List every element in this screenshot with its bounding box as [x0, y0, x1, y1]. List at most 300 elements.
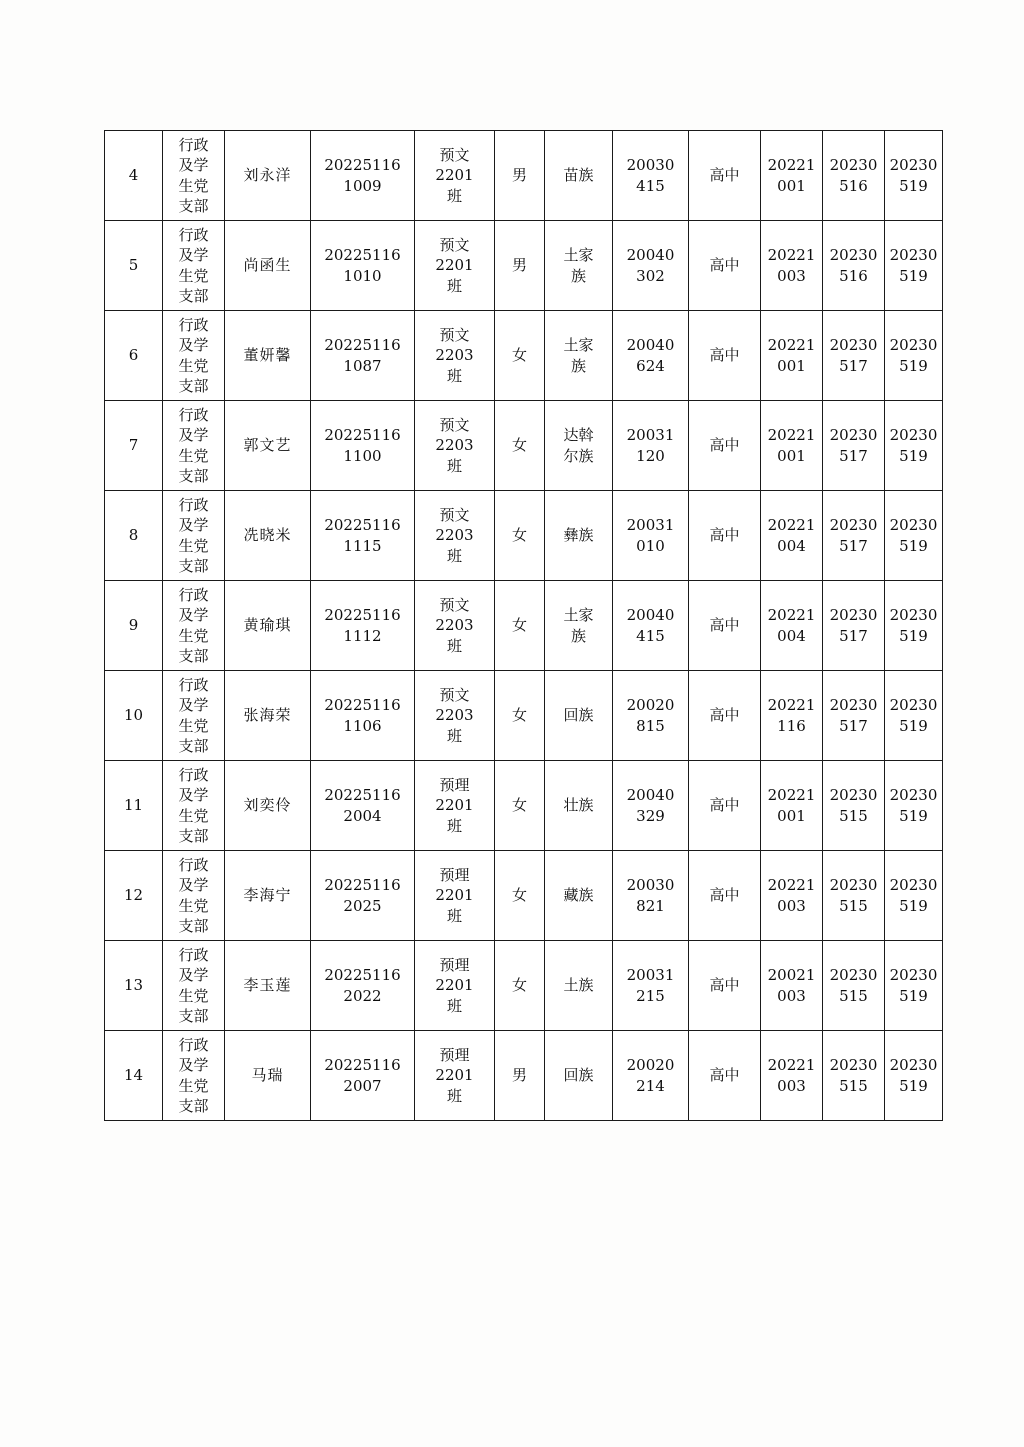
party-branch-cell	[163, 941, 225, 1031]
student-id-cell-line: 20225116	[324, 336, 401, 355]
date-two-cell	[823, 491, 885, 581]
row-index-cell: 11	[105, 761, 163, 851]
birth-date-cell-line: 20031	[626, 966, 675, 985]
class-cell-line: 班	[446, 726, 462, 745]
date-three-cell-line: 519	[899, 446, 928, 465]
party-branch-cell	[163, 221, 225, 311]
student-id-cell-line: 1009	[343, 176, 382, 195]
ethnicity-cell	[545, 941, 613, 1031]
student-id-cell	[311, 761, 415, 851]
date-three-cell	[885, 131, 943, 221]
student-id-cell-line: 1100	[343, 446, 382, 465]
ethnicity-cell-line: 土家	[563, 336, 594, 355]
date-three-cell-line: 20230	[889, 516, 938, 535]
party-branch-cell-line: 支部	[178, 1096, 209, 1115]
birth-date-cell	[613, 221, 689, 311]
student-id-cell-line: 20225116	[324, 516, 401, 535]
party-branch-cell	[163, 1031, 225, 1121]
class-cell-line: 班	[446, 366, 462, 385]
birth-date-cell-line: 815	[636, 716, 665, 735]
party-branch-cell	[163, 491, 225, 581]
ethnicity-cell-line: 尔族	[563, 446, 594, 465]
member-name-cell: 马瑞	[225, 1031, 311, 1121]
party-branch-cell-line: 及学	[178, 246, 209, 265]
date-three-cell-line: 519	[899, 716, 928, 735]
row-index-cell: 4	[105, 131, 163, 221]
education-cell: 高中	[689, 941, 761, 1031]
date-two-cell-line: 20230	[829, 606, 878, 625]
member-name-cell: 张海荣	[225, 671, 311, 761]
date-three-cell-line: 519	[899, 1076, 928, 1095]
party-branch-cell	[163, 761, 225, 851]
row-index-cell: 7	[105, 401, 163, 491]
party-branch-cell-line: 支部	[178, 376, 209, 395]
member-name-cell: 尚函生	[225, 221, 311, 311]
party-branch-cell-line: 支部	[178, 466, 209, 485]
class-cell-line: 班	[446, 906, 462, 925]
date-one-cell	[761, 311, 823, 401]
ethnicity-cell	[545, 401, 613, 491]
date-two-cell-line: 20230	[829, 156, 878, 175]
student-id-cell-line: 20225116	[324, 246, 401, 265]
birth-date-cell-line: 821	[636, 896, 665, 915]
student-id-cell-line: 1112	[343, 626, 382, 645]
class-cell	[415, 1031, 495, 1121]
ethnicity-cell-line: 壮族	[563, 796, 594, 815]
gender-cell: 女	[495, 671, 545, 761]
student-id-cell-line: 2004	[343, 806, 382, 825]
party-branch-cell-line: 支部	[178, 196, 209, 215]
date-two-cell	[823, 851, 885, 941]
student-id-cell-line: 20225116	[324, 696, 401, 715]
party-branch-cell-line: 支部	[178, 286, 209, 305]
birth-date-cell-line: 20030	[626, 156, 675, 175]
ethnicity-cell	[545, 671, 613, 761]
birth-date-cell-line: 20020	[626, 696, 675, 715]
date-two-cell-line: 20230	[829, 876, 878, 895]
date-three-cell-line: 519	[899, 806, 928, 825]
party-branch-cell-line: 及学	[178, 876, 209, 895]
ethnicity-cell	[545, 581, 613, 671]
class-cell	[415, 311, 495, 401]
date-three-cell-line: 20230	[889, 696, 938, 715]
party-branch-cell-line: 及学	[178, 1056, 209, 1075]
member-name-cell: 郭文艺	[225, 401, 311, 491]
birth-date-cell-line: 20040	[626, 786, 675, 805]
class-cell-line: 预理	[439, 866, 470, 885]
class-cell	[415, 581, 495, 671]
row-index-cell: 10	[105, 671, 163, 761]
party-branch-cell-line: 支部	[178, 1006, 209, 1025]
student-id-cell	[311, 851, 415, 941]
student-id-cell-line: 1087	[343, 356, 382, 375]
gender-cell: 女	[495, 311, 545, 401]
birth-date-cell	[613, 761, 689, 851]
row-index-cell: 13	[105, 941, 163, 1031]
date-one-cell-line: 20221	[767, 1056, 816, 1075]
birth-date-cell-line: 415	[636, 176, 665, 195]
birth-date-cell-line: 302	[636, 266, 665, 285]
student-id-cell	[311, 221, 415, 311]
date-two-cell-line: 20230	[829, 1056, 878, 1075]
education-cell: 高中	[689, 131, 761, 221]
date-three-cell-line: 20230	[889, 966, 938, 985]
gender-cell: 女	[495, 941, 545, 1031]
class-cell-line: 2201	[435, 886, 474, 905]
birth-date-cell-line: 329	[636, 806, 665, 825]
student-id-cell	[311, 1031, 415, 1121]
class-cell-line: 预文	[439, 236, 470, 255]
date-two-cell-line: 515	[839, 806, 868, 825]
member-name-cell: 黄瑜琪	[225, 581, 311, 671]
member-name-cell: 刘永洋	[225, 131, 311, 221]
date-one-cell-line: 20221	[767, 156, 816, 175]
member-name-cell: 李玉莲	[225, 941, 311, 1031]
table-row	[105, 221, 943, 311]
ethnicity-cell	[545, 491, 613, 581]
student-id-cell	[311, 941, 415, 1031]
class-cell-line: 预文	[439, 416, 470, 435]
education-cell: 高中	[689, 221, 761, 311]
student-id-cell	[311, 581, 415, 671]
date-three-cell-line: 20230	[889, 606, 938, 625]
date-two-cell-line: 20230	[829, 426, 878, 445]
member-name-cell: 李海宁	[225, 851, 311, 941]
class-cell	[415, 851, 495, 941]
date-one-cell-line: 003	[777, 1076, 806, 1095]
ethnicity-cell	[545, 131, 613, 221]
date-three-cell	[885, 491, 943, 581]
member-name-cell: 董妍馨	[225, 311, 311, 401]
student-id-cell-line: 20225116	[324, 966, 401, 985]
class-cell-line: 2201	[435, 166, 474, 185]
date-one-cell-line: 20221	[767, 336, 816, 355]
date-one-cell	[761, 671, 823, 761]
student-id-cell	[311, 491, 415, 581]
date-one-cell	[761, 941, 823, 1031]
party-branch-cell-line: 支部	[178, 556, 209, 575]
date-one-cell-line: 20221	[767, 876, 816, 895]
student-id-cell	[311, 311, 415, 401]
row-index-cell: 8	[105, 491, 163, 581]
date-one-cell	[761, 221, 823, 311]
birth-date-cell-line: 20031	[626, 516, 675, 535]
date-one-cell-line: 001	[777, 806, 806, 825]
date-one-cell-line: 001	[777, 446, 806, 465]
date-two-cell-line: 517	[839, 356, 868, 375]
birth-date-cell	[613, 1031, 689, 1121]
class-cell-line: 2203	[435, 346, 474, 365]
date-three-cell-line: 519	[899, 896, 928, 915]
date-two-cell-line: 20230	[829, 696, 878, 715]
date-one-cell	[761, 581, 823, 671]
table-row	[105, 491, 943, 581]
birth-date-cell-line: 624	[636, 356, 665, 375]
date-three-cell	[885, 401, 943, 491]
class-cell-line: 2201	[435, 256, 474, 275]
birth-date-cell	[613, 491, 689, 581]
date-three-cell	[885, 311, 943, 401]
date-three-cell-line: 20230	[889, 876, 938, 895]
gender-cell: 女	[495, 851, 545, 941]
table-row	[105, 851, 943, 941]
date-one-cell-line: 003	[777, 266, 806, 285]
gender-cell: 女	[495, 581, 545, 671]
class-cell-line: 班	[446, 1086, 462, 1105]
ethnicity-cell-line: 族	[570, 626, 586, 645]
gender-cell: 女	[495, 491, 545, 581]
birth-date-cell	[613, 671, 689, 761]
student-id-cell-line: 2007	[343, 1076, 382, 1095]
date-three-cell-line: 519	[899, 176, 928, 195]
party-branch-cell-line: 行政	[178, 226, 209, 244]
date-one-cell-line: 20221	[767, 606, 816, 625]
table-row	[105, 401, 943, 491]
class-cell-line: 班	[446, 546, 462, 565]
date-two-cell-line: 517	[839, 626, 868, 645]
party-branch-cell	[163, 311, 225, 401]
birth-date-cell	[613, 851, 689, 941]
birth-date-cell-line: 20031	[626, 426, 675, 445]
class-cell-line: 预理	[439, 956, 470, 975]
date-one-cell-line: 003	[777, 986, 806, 1005]
class-cell-line: 2203	[435, 706, 474, 725]
member-name-cell: 冼晓米	[225, 491, 311, 581]
date-one-cell-line: 003	[777, 896, 806, 915]
ethnicity-cell-line: 土家	[563, 246, 594, 265]
date-two-cell	[823, 131, 885, 221]
party-branch-cell-line: 行政	[178, 316, 209, 334]
party-branch-cell	[163, 851, 225, 941]
party-branch-cell-line: 及学	[178, 336, 209, 355]
ethnicity-cell	[545, 1031, 613, 1121]
date-three-cell-line: 519	[899, 536, 928, 555]
ethnicity-cell-line: 土族	[563, 976, 594, 995]
birth-date-cell-line: 20040	[626, 336, 675, 355]
date-one-cell-line: 20021	[767, 966, 816, 985]
party-branch-cell-line: 及学	[178, 786, 209, 805]
table-row	[105, 131, 943, 221]
party-branch-cell-line: 及学	[178, 516, 209, 535]
gender-cell: 男	[495, 1031, 545, 1121]
date-one-cell	[761, 1031, 823, 1121]
education-cell: 高中	[689, 491, 761, 581]
date-one-cell	[761, 761, 823, 851]
party-branch-cell-line: 支部	[178, 646, 209, 665]
party-branch-cell-line: 支部	[178, 736, 209, 755]
birth-date-cell	[613, 581, 689, 671]
date-three-cell-line: 519	[899, 356, 928, 375]
table-row	[105, 311, 943, 401]
date-one-cell-line: 20221	[767, 786, 816, 805]
class-cell-line: 预文	[439, 506, 470, 525]
date-two-cell-line: 517	[839, 536, 868, 555]
row-index-cell: 5	[105, 221, 163, 311]
party-branch-cell-line: 行政	[178, 136, 209, 154]
table-row	[105, 671, 943, 761]
party-branch-cell-line: 生党	[178, 716, 209, 735]
party-branch-cell-line: 行政	[178, 1036, 209, 1054]
party-branch-cell	[163, 581, 225, 671]
ethnicity-cell-line: 回族	[563, 1066, 594, 1085]
class-cell-line: 班	[446, 456, 462, 475]
ethnicity-cell-line: 族	[570, 356, 586, 375]
class-cell-line: 2201	[435, 976, 474, 995]
party-branch-cell-line: 行政	[178, 406, 209, 424]
party-branch-cell-line: 生党	[178, 986, 209, 1005]
party-branch-cell-line: 生党	[178, 356, 209, 375]
birth-date-cell-line: 20020	[626, 1056, 675, 1075]
date-one-cell-line: 001	[777, 176, 806, 195]
class-cell-line: 预文	[439, 686, 470, 705]
date-three-cell	[885, 941, 943, 1031]
student-id-cell-line: 20225116	[324, 786, 401, 805]
table-row	[105, 581, 943, 671]
class-cell	[415, 761, 495, 851]
date-two-cell-line: 517	[839, 716, 868, 735]
party-branch-cell-line: 生党	[178, 176, 209, 195]
table-row	[105, 1031, 943, 1121]
date-two-cell	[823, 941, 885, 1031]
date-one-cell-line: 004	[777, 536, 806, 555]
party-branch-cell-line: 及学	[178, 156, 209, 175]
member-name-cell: 刘奕伶	[225, 761, 311, 851]
education-cell: 高中	[689, 761, 761, 851]
party-branch-cell-line: 及学	[178, 426, 209, 445]
student-id-cell	[311, 131, 415, 221]
class-cell	[415, 941, 495, 1031]
date-two-cell-line: 20230	[829, 336, 878, 355]
date-three-cell	[885, 581, 943, 671]
date-three-cell-line: 20230	[889, 426, 938, 445]
student-id-cell-line: 20225116	[324, 876, 401, 895]
date-two-cell-line: 515	[839, 896, 868, 915]
party-branch-cell-line: 支部	[178, 916, 209, 935]
party-branch-cell-line: 生党	[178, 536, 209, 555]
date-two-cell-line: 515	[839, 1076, 868, 1095]
class-cell-line: 班	[446, 186, 462, 205]
class-cell-line: 2203	[435, 616, 474, 635]
date-one-cell-line: 116	[777, 716, 806, 735]
party-branch-cell-line: 及学	[178, 696, 209, 715]
class-cell-line: 预文	[439, 146, 470, 165]
date-three-cell-line: 20230	[889, 336, 938, 355]
class-cell-line: 2203	[435, 436, 474, 455]
party-branch-cell-line: 行政	[178, 946, 209, 964]
gender-cell: 男	[495, 131, 545, 221]
date-three-cell-line: 519	[899, 266, 928, 285]
date-two-cell-line: 517	[839, 446, 868, 465]
date-one-cell	[761, 851, 823, 941]
party-branch-cell	[163, 131, 225, 221]
party-branch-cell-line: 行政	[178, 496, 209, 514]
education-cell: 高中	[689, 581, 761, 671]
ethnicity-cell	[545, 851, 613, 941]
party-branch-cell-line: 生党	[178, 1076, 209, 1095]
date-three-cell-line: 20230	[889, 1056, 938, 1075]
date-two-cell-line: 515	[839, 986, 868, 1005]
student-id-cell-line: 1010	[343, 266, 382, 285]
table-row	[105, 761, 943, 851]
table-row	[105, 941, 943, 1031]
student-id-cell-line: 20225116	[324, 156, 401, 175]
class-cell-line: 预文	[439, 596, 470, 615]
student-id-cell-line: 20225116	[324, 426, 401, 445]
party-branch-cell	[163, 401, 225, 491]
date-one-cell	[761, 401, 823, 491]
date-three-cell-line: 519	[899, 986, 928, 1005]
birth-date-cell-line: 20040	[626, 246, 675, 265]
party-branch-cell-line: 生党	[178, 446, 209, 465]
birth-date-cell-line: 415	[636, 626, 665, 645]
student-id-cell-line: 1115	[343, 536, 382, 555]
student-id-cell-line: 20225116	[324, 1056, 401, 1075]
birth-date-cell-line: 20040	[626, 606, 675, 625]
education-cell: 高中	[689, 851, 761, 941]
party-branch-cell-line: 生党	[178, 896, 209, 915]
class-cell-line: 2201	[435, 796, 474, 815]
student-id-cell-line: 1106	[343, 716, 382, 735]
student-id-cell	[311, 401, 415, 491]
date-two-cell	[823, 671, 885, 761]
date-two-cell	[823, 761, 885, 851]
gender-cell: 女	[495, 401, 545, 491]
date-one-cell-line: 20221	[767, 246, 816, 265]
ethnicity-cell-line: 族	[570, 266, 586, 285]
birth-date-cell-line: 215	[636, 986, 665, 1005]
ethnicity-cell-line: 苗族	[563, 166, 594, 185]
date-two-cell-line: 20230	[829, 246, 878, 265]
date-one-cell-line: 20221	[767, 516, 816, 535]
class-cell	[415, 131, 495, 221]
date-three-cell-line: 20230	[889, 156, 938, 175]
class-cell-line: 2201	[435, 1066, 474, 1085]
row-index-cell: 12	[105, 851, 163, 941]
party-branch-cell	[163, 671, 225, 761]
education-cell: 高中	[689, 401, 761, 491]
birth-date-cell	[613, 131, 689, 221]
ethnicity-cell-line: 藏族	[563, 886, 594, 905]
birth-date-cell-line: 20030	[626, 876, 675, 895]
birth-date-cell-line: 214	[636, 1076, 665, 1095]
class-cell-line: 预理	[439, 776, 470, 795]
date-one-cell-line: 20221	[767, 696, 816, 715]
education-cell: 高中	[689, 671, 761, 761]
date-two-cell-line: 20230	[829, 966, 878, 985]
party-member-roster-table	[104, 130, 943, 1121]
row-index-cell: 14	[105, 1031, 163, 1121]
ethnicity-cell-line: 彝族	[563, 526, 594, 545]
date-three-cell	[885, 671, 943, 761]
roster-table-wrapper	[104, 130, 942, 1121]
birth-date-cell-line: 120	[636, 446, 665, 465]
date-one-cell-line: 004	[777, 626, 806, 645]
date-three-cell	[885, 851, 943, 941]
ethnicity-cell-line: 达斡	[563, 426, 594, 445]
student-id-cell	[311, 671, 415, 761]
date-two-cell-line: 516	[839, 176, 868, 195]
date-two-cell	[823, 221, 885, 311]
class-cell-line: 2203	[435, 526, 474, 545]
class-cell-line: 预理	[439, 1046, 470, 1065]
party-branch-cell-line: 行政	[178, 856, 209, 874]
class-cell	[415, 221, 495, 311]
party-branch-cell-line: 行政	[178, 766, 209, 784]
birth-date-cell	[613, 401, 689, 491]
party-branch-cell-line: 生党	[178, 266, 209, 285]
class-cell-line: 班	[446, 276, 462, 295]
party-branch-cell-line: 及学	[178, 966, 209, 985]
